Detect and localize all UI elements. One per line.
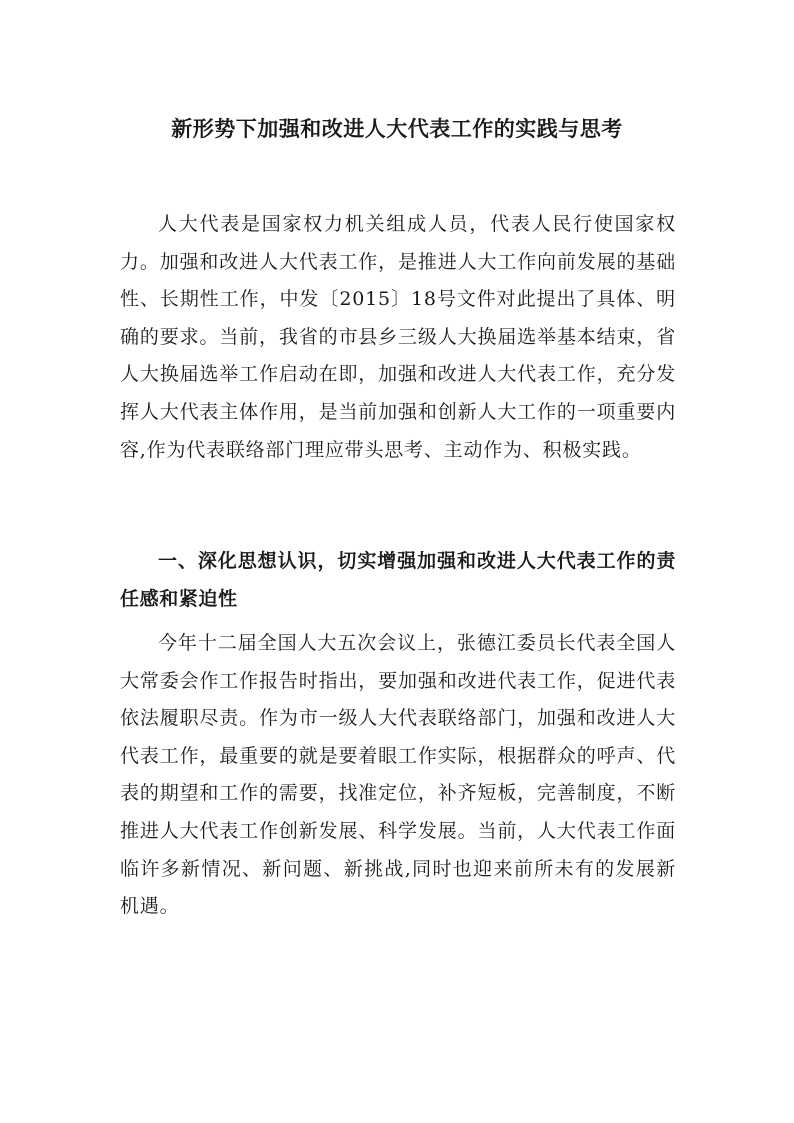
paragraph-section-1: 今年十二届全国人大五次会议上，张德江委员长代表全国人大常委会作工作报告时指出，要加强和改进代表工作，促进代表依法履职尽责。作为市一级人大代表联络部门，加强和改进人大代表工作，最重要的就是要着眼工作实际，根据群众的呼声、代表的期望和工作的需要，找准定位，补齐短板，完善制度，不断推进人大代表工作创新发展、科学发展。当前，人大代表工作面临许多新情况、新问题、新挑战,同时也迎来前所未有的发展新机遇。 bbox=[120, 632, 676, 918]
document-title: 新形势下加强和改进人大代表工作的实践与思考 bbox=[171, 117, 623, 141]
section-heading-1: 一、深化思想认识，切实增强加强和改进人大代表工作的责任感和紧迫性 bbox=[120, 550, 676, 610]
paragraph-intro: 人大代表是国家权力机关组成人员，代表人民行使国家权力。加强和改进人大代表工作，是推进人大工作向前发展的基础性、长期性工作，中发〔2015〕18号文件对此提出了具体、明确的要求。当前，我省的市县乡三级人大换届选举基本结束，省人大换届选举工作启动在即，加强和改进人大代表工作，充分发挥人大代表主体作用，是当前加强和创新人大工作的一项重要内容,作为代表联络部门理应带头思考、主动作为、积极实践。 bbox=[120, 213, 676, 461]
